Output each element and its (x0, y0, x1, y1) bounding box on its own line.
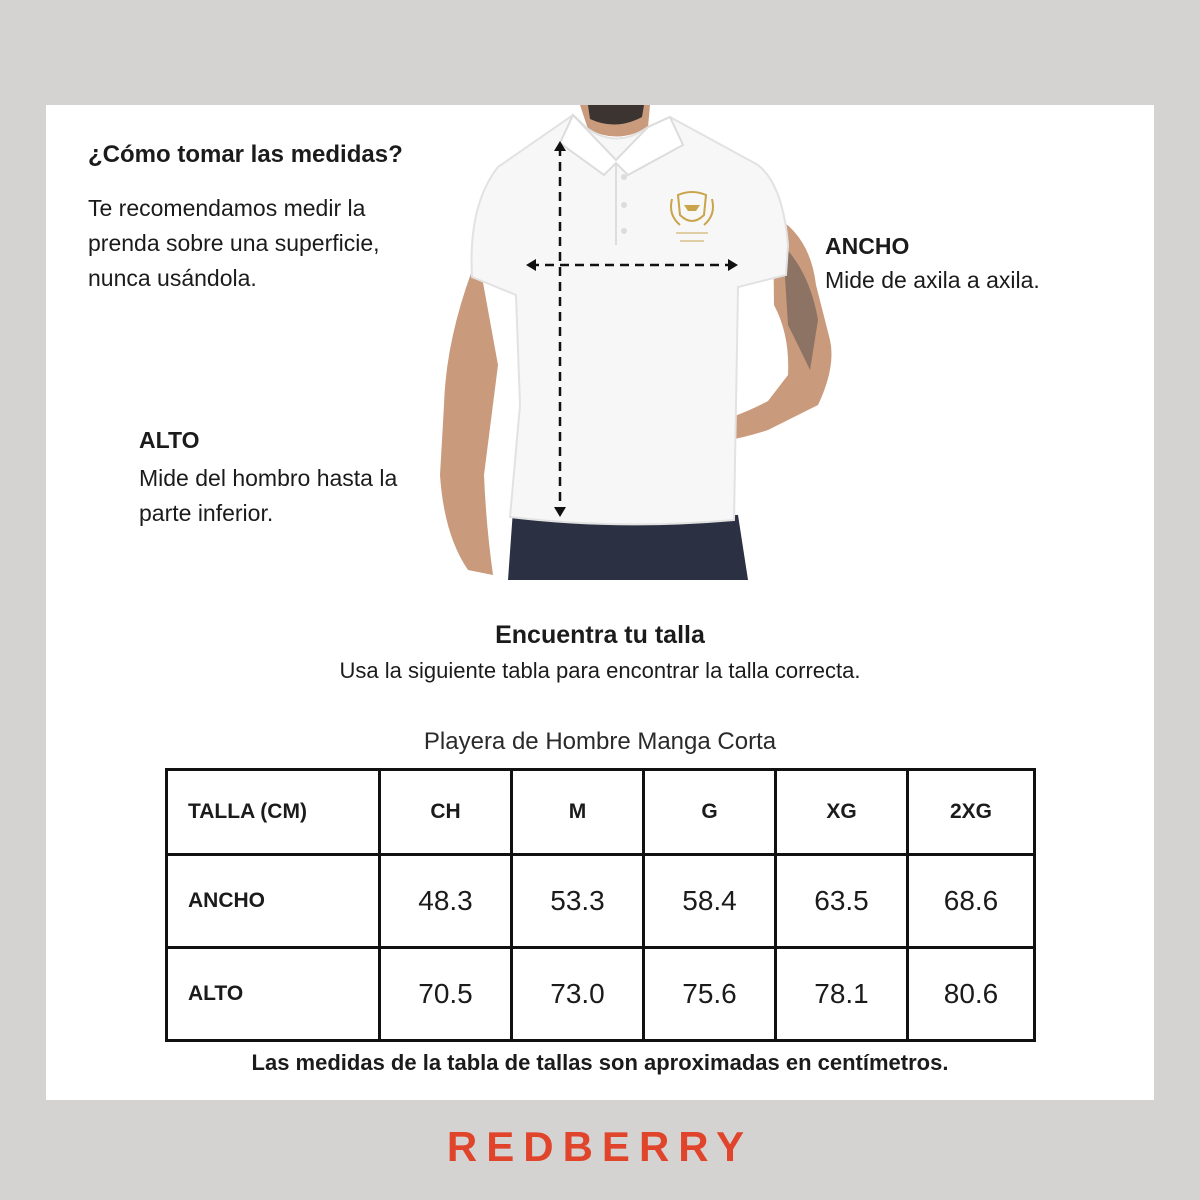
table-cell: 75.6 (644, 948, 776, 1041)
find-size-subtitle: Usa la siguiente tabla para encontrar la talla correcta. (339, 658, 861, 683)
find-size-title: Encuentra tu talla (495, 621, 705, 649)
table-header-cell: TALLA (CM) (167, 770, 380, 855)
row-label: ANCHO (167, 855, 380, 948)
table-caption: Playera de Hombre Manga Corta (423, 728, 777, 755)
table-cell: 80.6 (908, 948, 1035, 1041)
brand-logo: REDBERRY (446, 1123, 754, 1170)
table-cell: 48.3 (380, 855, 512, 948)
table-header-cell: 2XG (908, 770, 1035, 855)
size-table (165, 768, 1036, 1042)
table-header-cell: XG (776, 770, 908, 855)
table-cell: 73.0 (512, 948, 644, 1041)
table-header-cell: M (512, 770, 644, 855)
table-cell: 63.5 (776, 855, 908, 948)
table-cell: 53.3 (512, 855, 644, 948)
table-row (167, 948, 1035, 1041)
ancho-title: ANCHO (825, 233, 910, 259)
table-header-cell: G (644, 770, 776, 855)
howto-title: ¿Cómo tomar las medidas? (88, 141, 403, 168)
table-header-cell: CH (380, 770, 512, 855)
alto-text: Mide del hombro hasta la parte inferior. (139, 465, 398, 526)
table-row (167, 855, 1035, 948)
howto-text: Te recomendamos medir la prenda sobre una superficie, nunca usándola. (88, 195, 380, 291)
table-header-row (167, 770, 1035, 855)
size-guide-card (46, 105, 1154, 1100)
ancho-text: Mide de axila a axila. (825, 267, 1040, 293)
table-cell: 68.6 (908, 855, 1035, 948)
table-footnote: Las medidas de la tabla de tallas son aproximadas en centímetros. (251, 1050, 949, 1075)
table-cell: 58.4 (644, 855, 776, 948)
alto-title: ALTO (139, 427, 200, 453)
row-label: ALTO (167, 948, 380, 1041)
table-cell: 70.5 (380, 948, 512, 1041)
table-cell: 78.1 (776, 948, 908, 1041)
model-polo-illustration (438, 105, 868, 580)
